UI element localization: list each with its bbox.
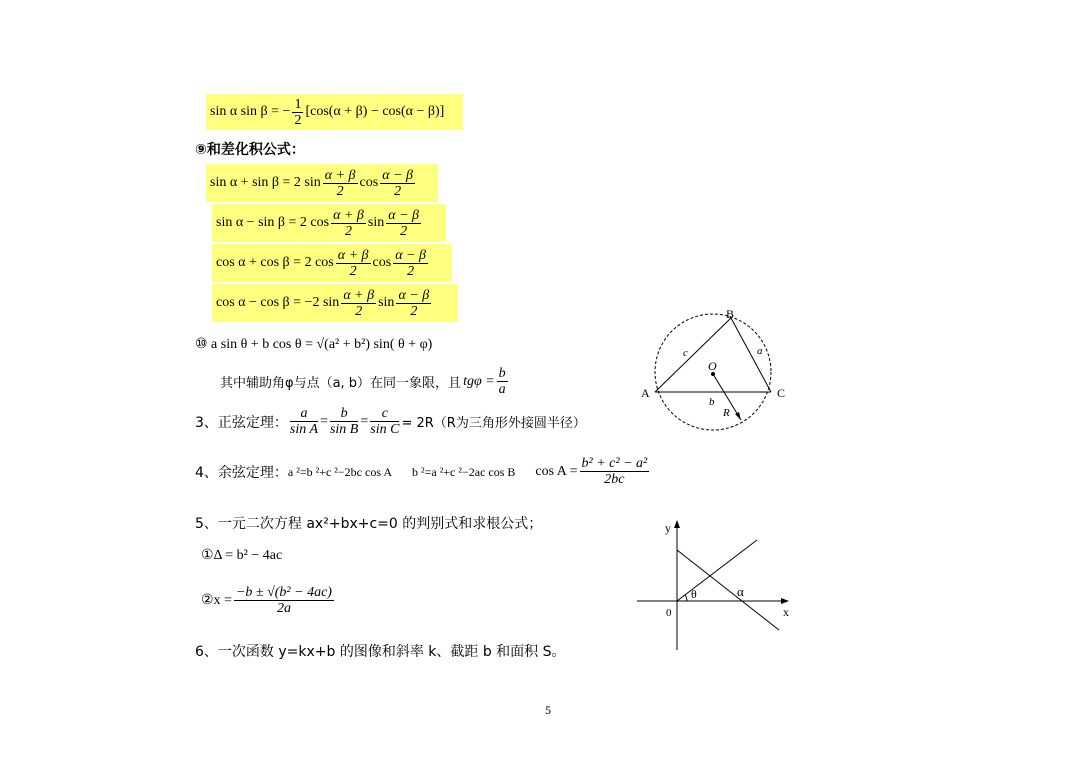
side-c [655, 318, 731, 392]
axis-label-y: y [665, 521, 671, 535]
quadratic-root-formula: ②x = $\frac{\text{−b ± √(b² − 4ac)}}{2a}$ [201, 585, 332, 616]
discriminant-formula: ①Δ = b² − 4ac [201, 548, 283, 563]
alpha-label: α [737, 584, 744, 599]
line-positive-slope [677, 540, 757, 601]
x-axis-arrow [781, 598, 789, 604]
label-R: R [723, 407, 730, 419]
section9-title: ⑨和差化积公式： [195, 142, 305, 158]
sum-to-product-row-1: sin α + sin β = 2 sin $\frac{\alpha + \beta}{2}$ cos $\frac{\alpha - \beta}{2}$ [206, 164, 438, 202]
circumcircle-triangle-figure [635, 300, 795, 440]
label-c: c [683, 347, 688, 359]
auxiliary-angle-formula: ⑩ a sin θ + b cos θ = √(a² + b²) sin( θ + φ) [195, 337, 433, 352]
y-axis-arrow [674, 520, 680, 528]
linear-function-title: 6、一次函数 y=kx+b 的图像和斜率 k、截距 b 和面积 S。 [195, 644, 566, 660]
vertex-C: C [777, 386, 786, 400]
product-to-sum-formula [206, 94, 463, 130]
sum-to-product-row-2: sin α − sin β = 2 cos $\frac{\alpha + \beta}{2}$ sin $\frac{\alpha - \beta}{2}$ [212, 204, 446, 242]
origin-label: 0 [666, 607, 672, 619]
sum-to-product-row-3: cos α + cos β = 2 cos $\frac{\alpha + \beta}{2}$ cos $\frac{\alpha - \beta}{2}$ [212, 244, 452, 282]
product-to-sum-rhs: [cos(α + β) − cos(α − β)] [305, 104, 445, 119]
theta-label: θ [691, 587, 697, 601]
linear-graph-figure [633, 516, 803, 656]
cosine-law: 4、余弦定理： a ²=b ²+c ²−2bc cos A b ²=a ²+c ²−2ac cos B cos A = $\frac{\text{b² + c² − a²}}{2bc}$ [195, 456, 648, 487]
half-fraction: $\frac{1}{2}$ [294, 96, 302, 128]
radius-arrow [735, 412, 741, 420]
vertex-B: B [726, 307, 735, 321]
theta-arc [685, 595, 687, 601]
side-a [731, 318, 771, 392]
product-to-sum-lhs: sin α sin β = − [210, 104, 291, 119]
sum-to-product-row-4: cos α − cos β = −2 sin $\frac{\alpha + \beta}{2}$ sin $\frac{\alpha - \beta}{2}$ [212, 284, 458, 322]
sine-law: 3、正弦定理： $\frac{a}{\text{sin A}}$ = $\frac{b}{\text{sin B}}$ = $\frac{c}{\text{sin C}}$ = 2R（R为三角形外接圆半径） [195, 406, 586, 437]
quadratic-title: 5、一元二次方程 ax²+bx+c=0 的判别式和求根公式； [195, 516, 543, 532]
vertex-A: A [641, 386, 650, 400]
label-b: b [709, 396, 715, 408]
page-number: 5 [545, 703, 551, 717]
label-a: a [757, 345, 763, 357]
auxiliary-angle-note: 其中辅助角φ与点（a, b）在同一象限，且 tgφ = $\frac{b}{a}$ [220, 366, 506, 397]
center-O: O [708, 359, 717, 373]
axis-label-x: x [783, 605, 789, 619]
